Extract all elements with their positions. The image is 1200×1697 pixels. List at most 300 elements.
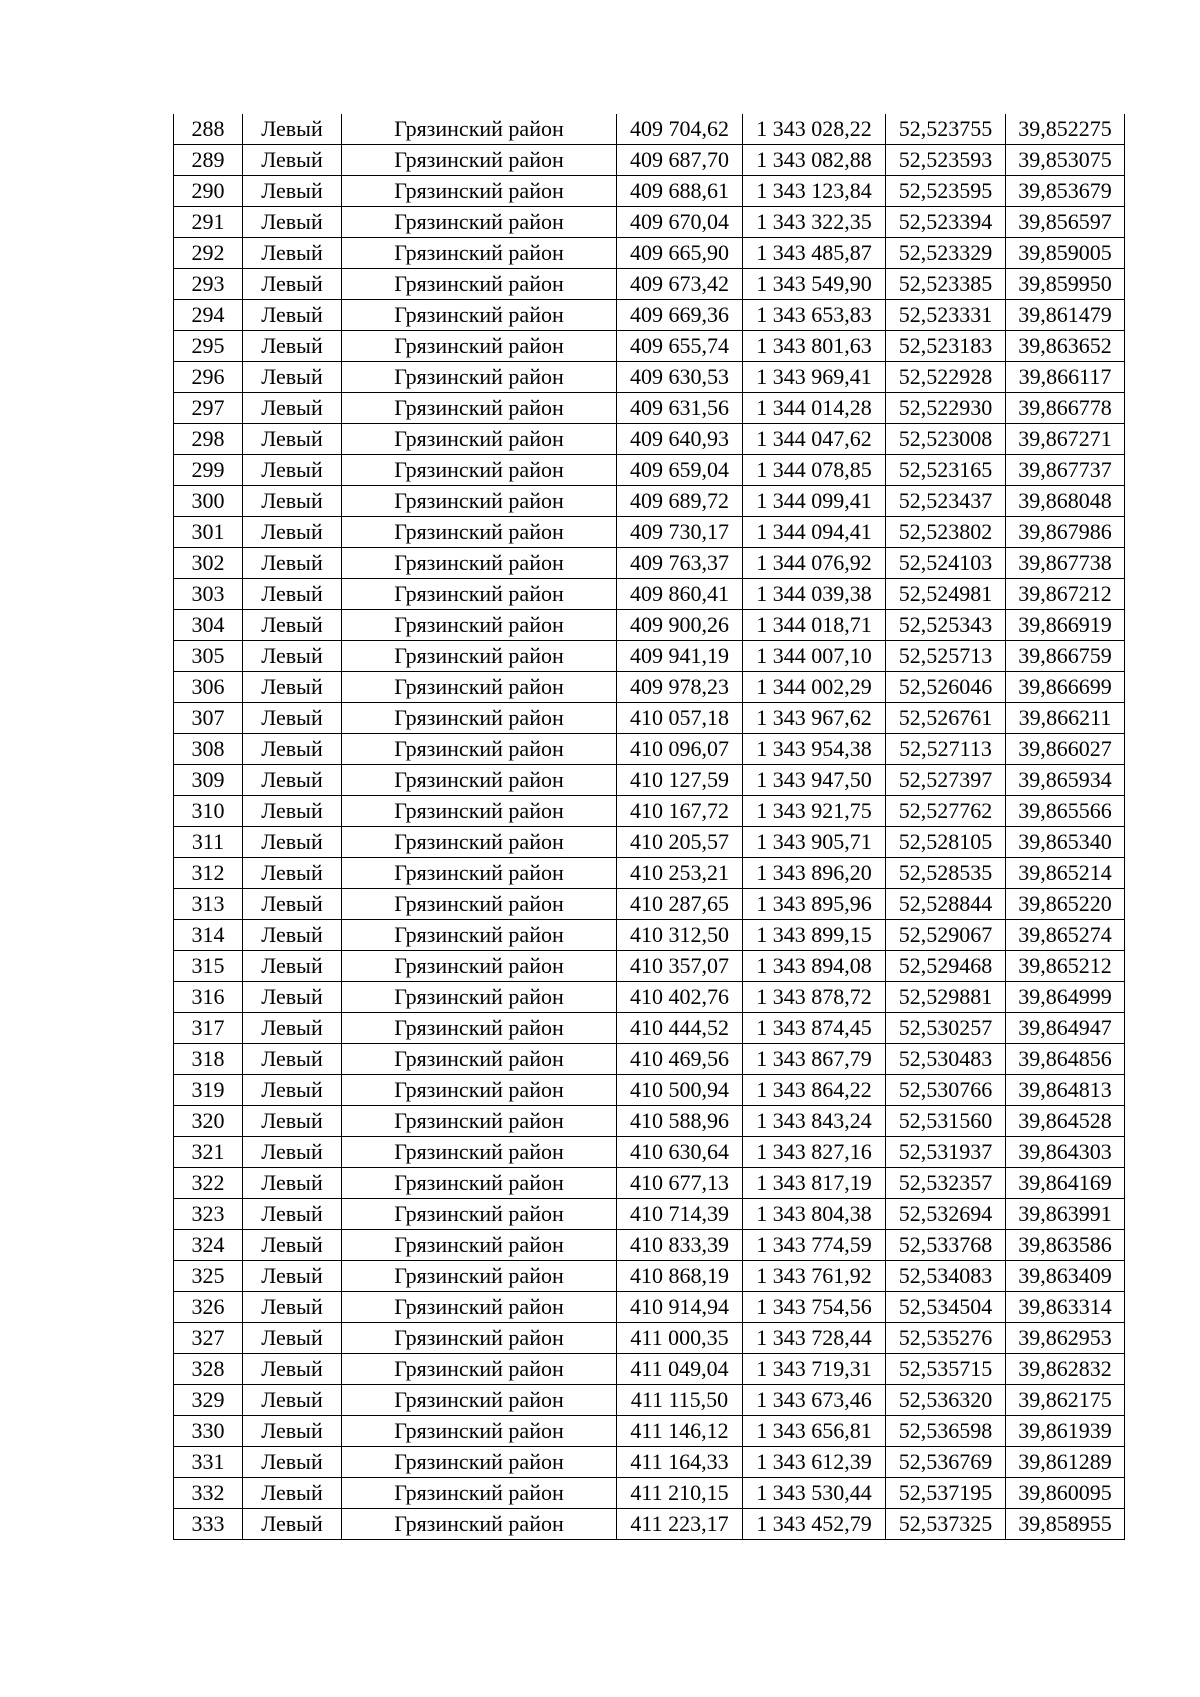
latitude-cell: 52,524981 [886, 579, 1006, 610]
table-row [174, 1447, 1125, 1478]
latitude-cell: 52,522928 [886, 362, 1006, 393]
x-coordinate-cell: 409 941,19 [617, 641, 743, 672]
table-row [174, 269, 1125, 300]
x-coordinate-cell: 409 730,17 [617, 517, 743, 548]
side-cell: Левый [243, 1230, 342, 1261]
y-coordinate-cell: 1 343 754,56 [743, 1292, 886, 1323]
side-cell: Левый [243, 207, 342, 238]
y-coordinate-cell: 1 343 878,72 [743, 982, 886, 1013]
longitude-cell: 39,865220 [1006, 889, 1125, 920]
y-coordinate-cell: 1 343 801,63 [743, 331, 886, 362]
point-number-cell: 323 [174, 1199, 243, 1230]
x-coordinate-cell: 409 659,04 [617, 455, 743, 486]
y-coordinate-cell: 1 343 817,19 [743, 1168, 886, 1199]
latitude-cell: 52,534083 [886, 1261, 1006, 1292]
point-number-cell: 310 [174, 796, 243, 827]
latitude-cell: 52,523329 [886, 238, 1006, 269]
side-cell: Левый [243, 424, 342, 455]
side-cell: Левый [243, 1509, 342, 1540]
point-number-cell: 307 [174, 703, 243, 734]
district-cell: Грязинский район [342, 1509, 617, 1540]
x-coordinate-cell: 410 833,39 [617, 1230, 743, 1261]
y-coordinate-cell: 1 343 947,50 [743, 765, 886, 796]
district-cell: Грязинский район [342, 796, 617, 827]
side-cell: Левый [243, 796, 342, 827]
latitude-cell: 52,523183 [886, 331, 1006, 362]
table-row [174, 796, 1125, 827]
table-row [174, 765, 1125, 796]
point-number-cell: 296 [174, 362, 243, 393]
y-coordinate-cell: 1 343 864,22 [743, 1075, 886, 1106]
longitude-cell: 39,867738 [1006, 548, 1125, 579]
latitude-cell: 52,536320 [886, 1385, 1006, 1416]
y-coordinate-cell: 1 343 804,38 [743, 1199, 886, 1230]
x-coordinate-cell: 411 164,33 [617, 1447, 743, 1478]
latitude-cell: 52,529067 [886, 920, 1006, 951]
district-cell: Грязинский район [342, 1199, 617, 1230]
district-cell: Грязинский район [342, 1478, 617, 1509]
side-cell: Левый [243, 269, 342, 300]
y-coordinate-cell: 1 343 452,79 [743, 1509, 886, 1540]
latitude-cell: 52,524103 [886, 548, 1006, 579]
table-row [174, 145, 1125, 176]
latitude-cell: 52,526761 [886, 703, 1006, 734]
table-row [174, 982, 1125, 1013]
side-cell: Левый [243, 331, 342, 362]
side-cell: Левый [243, 238, 342, 269]
x-coordinate-cell: 410 167,72 [617, 796, 743, 827]
y-coordinate-cell: 1 343 728,44 [743, 1323, 886, 1354]
x-coordinate-cell: 409 900,26 [617, 610, 743, 641]
y-coordinate-cell: 1 343 867,79 [743, 1044, 886, 1075]
side-cell: Левый [243, 765, 342, 796]
x-coordinate-cell: 409 670,04 [617, 207, 743, 238]
table-row [174, 1261, 1125, 1292]
x-coordinate-cell: 409 688,61 [617, 176, 743, 207]
x-coordinate-cell: 410 402,76 [617, 982, 743, 1013]
point-number-cell: 332 [174, 1478, 243, 1509]
point-number-cell: 318 [174, 1044, 243, 1075]
longitude-cell: 39,867212 [1006, 579, 1125, 610]
side-cell: Левый [243, 455, 342, 486]
side-cell: Левый [243, 145, 342, 176]
table-row [174, 424, 1125, 455]
table-row [174, 207, 1125, 238]
point-number-cell: 321 [174, 1137, 243, 1168]
table-row [174, 1416, 1125, 1447]
y-coordinate-cell: 1 344 076,92 [743, 548, 886, 579]
side-cell: Левый [243, 1168, 342, 1199]
x-coordinate-cell: 409 687,70 [617, 145, 743, 176]
district-cell: Грязинский район [342, 1323, 617, 1354]
district-cell: Грязинский район [342, 1354, 617, 1385]
side-cell: Левый [243, 393, 342, 424]
x-coordinate-cell: 410 096,07 [617, 734, 743, 765]
x-coordinate-cell: 411 049,04 [617, 1354, 743, 1385]
y-coordinate-cell: 1 343 322,35 [743, 207, 886, 238]
latitude-cell: 52,530766 [886, 1075, 1006, 1106]
latitude-cell: 52,532694 [886, 1199, 1006, 1230]
district-cell: Грязинский район [342, 641, 617, 672]
latitude-cell: 52,530483 [886, 1044, 1006, 1075]
side-cell: Левый [243, 300, 342, 331]
district-cell: Грязинский район [342, 424, 617, 455]
district-cell: Грязинский район [342, 207, 617, 238]
longitude-cell: 39,864999 [1006, 982, 1125, 1013]
point-number-cell: 315 [174, 951, 243, 982]
latitude-cell: 52,529881 [886, 982, 1006, 1013]
y-coordinate-cell: 1 343 899,15 [743, 920, 886, 951]
x-coordinate-cell: 409 673,42 [617, 269, 743, 300]
y-coordinate-cell: 1 343 656,81 [743, 1416, 886, 1447]
x-coordinate-cell: 409 631,56 [617, 393, 743, 424]
table-row [174, 1385, 1125, 1416]
table-row [174, 114, 1125, 145]
table-row [174, 1509, 1125, 1540]
side-cell: Левый [243, 517, 342, 548]
latitude-cell: 52,537325 [886, 1509, 1006, 1540]
table-row [174, 1168, 1125, 1199]
side-cell: Левый [243, 951, 342, 982]
longitude-cell: 39,859950 [1006, 269, 1125, 300]
longitude-cell: 39,861289 [1006, 1447, 1125, 1478]
latitude-cell: 52,527397 [886, 765, 1006, 796]
point-number-cell: 305 [174, 641, 243, 672]
latitude-cell: 52,526046 [886, 672, 1006, 703]
y-coordinate-cell: 1 343 673,46 [743, 1385, 886, 1416]
y-coordinate-cell: 1 343 827,16 [743, 1137, 886, 1168]
table-row [174, 920, 1125, 951]
side-cell: Левый [243, 1292, 342, 1323]
latitude-cell: 52,522930 [886, 393, 1006, 424]
district-cell: Грязинский район [342, 1416, 617, 1447]
x-coordinate-cell: 409 860,41 [617, 579, 743, 610]
district-cell: Грязинский район [342, 1447, 617, 1478]
point-number-cell: 289 [174, 145, 243, 176]
table-row [174, 579, 1125, 610]
table-row [174, 238, 1125, 269]
point-number-cell: 324 [174, 1230, 243, 1261]
longitude-cell: 39,865340 [1006, 827, 1125, 858]
point-number-cell: 295 [174, 331, 243, 362]
district-cell: Грязинский район [342, 331, 617, 362]
side-cell: Левый [243, 920, 342, 951]
table-row [174, 1013, 1125, 1044]
longitude-cell: 39,865566 [1006, 796, 1125, 827]
x-coordinate-cell: 411 210,15 [617, 1478, 743, 1509]
point-number-cell: 327 [174, 1323, 243, 1354]
latitude-cell: 52,531937 [886, 1137, 1006, 1168]
side-cell: Левый [243, 1323, 342, 1354]
point-number-cell: 311 [174, 827, 243, 858]
district-cell: Грязинский район [342, 1385, 617, 1416]
table-row [174, 362, 1125, 393]
x-coordinate-cell: 410 287,65 [617, 889, 743, 920]
side-cell: Левый [243, 1447, 342, 1478]
side-cell: Левый [243, 548, 342, 579]
district-cell: Грязинский район [342, 951, 617, 982]
side-cell: Левый [243, 889, 342, 920]
side-cell: Левый [243, 703, 342, 734]
point-number-cell: 314 [174, 920, 243, 951]
side-cell: Левый [243, 1106, 342, 1137]
table-row [174, 517, 1125, 548]
district-cell: Грязинский район [342, 1137, 617, 1168]
y-coordinate-cell: 1 343 895,96 [743, 889, 886, 920]
side-cell: Левый [243, 858, 342, 889]
x-coordinate-cell: 409 704,62 [617, 114, 743, 145]
district-cell: Грязинский район [342, 703, 617, 734]
district-cell: Грязинский район [342, 548, 617, 579]
x-coordinate-cell: 410 205,57 [617, 827, 743, 858]
point-number-cell: 306 [174, 672, 243, 703]
longitude-cell: 39,862175 [1006, 1385, 1125, 1416]
y-coordinate-cell: 1 344 099,41 [743, 486, 886, 517]
y-coordinate-cell: 1 343 653,83 [743, 300, 886, 331]
longitude-cell: 39,866117 [1006, 362, 1125, 393]
longitude-cell: 39,861479 [1006, 300, 1125, 331]
x-coordinate-cell: 410 057,18 [617, 703, 743, 734]
district-cell: Грязинский район [342, 517, 617, 548]
district-cell: Грязинский район [342, 393, 617, 424]
longitude-cell: 39,868048 [1006, 486, 1125, 517]
district-cell: Грязинский район [342, 176, 617, 207]
district-cell: Грязинский район [342, 765, 617, 796]
x-coordinate-cell: 409 669,36 [617, 300, 743, 331]
longitude-cell: 39,864303 [1006, 1137, 1125, 1168]
y-coordinate-cell: 1 343 082,88 [743, 145, 886, 176]
y-coordinate-cell: 1 344 047,62 [743, 424, 886, 455]
y-coordinate-cell: 1 343 719,31 [743, 1354, 886, 1385]
point-number-cell: 317 [174, 1013, 243, 1044]
x-coordinate-cell: 409 689,72 [617, 486, 743, 517]
table-row [174, 1230, 1125, 1261]
y-coordinate-cell: 1 343 485,87 [743, 238, 886, 269]
point-number-cell: 293 [174, 269, 243, 300]
latitude-cell: 52,523394 [886, 207, 1006, 238]
latitude-cell: 52,528844 [886, 889, 1006, 920]
longitude-cell: 39,865212 [1006, 951, 1125, 982]
longitude-cell: 39,863991 [1006, 1199, 1125, 1230]
x-coordinate-cell: 409 630,53 [617, 362, 743, 393]
longitude-cell: 39,866778 [1006, 393, 1125, 424]
latitude-cell: 52,523437 [886, 486, 1006, 517]
longitude-cell: 39,853679 [1006, 176, 1125, 207]
table-row [174, 672, 1125, 703]
side-cell: Левый [243, 1044, 342, 1075]
table-row [174, 734, 1125, 765]
district-cell: Грязинский район [342, 269, 617, 300]
longitude-cell: 39,853075 [1006, 145, 1125, 176]
district-cell: Грязинский район [342, 610, 617, 641]
side-cell: Левый [243, 1013, 342, 1044]
y-coordinate-cell: 1 343 549,90 [743, 269, 886, 300]
side-cell: Левый [243, 827, 342, 858]
latitude-cell: 52,532357 [886, 1168, 1006, 1199]
y-coordinate-cell: 1 343 843,24 [743, 1106, 886, 1137]
y-coordinate-cell: 1 343 612,39 [743, 1447, 886, 1478]
point-number-cell: 309 [174, 765, 243, 796]
latitude-cell: 52,523593 [886, 145, 1006, 176]
y-coordinate-cell: 1 343 969,41 [743, 362, 886, 393]
x-coordinate-cell: 411 115,50 [617, 1385, 743, 1416]
point-number-cell: 288 [174, 114, 243, 145]
longitude-cell: 39,864169 [1006, 1168, 1125, 1199]
side-cell: Левый [243, 1354, 342, 1385]
longitude-cell: 39,866919 [1006, 610, 1125, 641]
latitude-cell: 52,523008 [886, 424, 1006, 455]
longitude-cell: 39,866699 [1006, 672, 1125, 703]
side-cell: Левый [243, 486, 342, 517]
side-cell: Левый [243, 1385, 342, 1416]
latitude-cell: 52,534504 [886, 1292, 1006, 1323]
latitude-cell: 52,537195 [886, 1478, 1006, 1509]
latitude-cell: 52,530257 [886, 1013, 1006, 1044]
latitude-cell: 52,536769 [886, 1447, 1006, 1478]
y-coordinate-cell: 1 344 018,71 [743, 610, 886, 641]
side-cell: Левый [243, 176, 342, 207]
x-coordinate-cell: 409 640,93 [617, 424, 743, 455]
point-number-cell: 320 [174, 1106, 243, 1137]
latitude-cell: 52,523595 [886, 176, 1006, 207]
longitude-cell: 39,867986 [1006, 517, 1125, 548]
y-coordinate-cell: 1 343 894,08 [743, 951, 886, 982]
x-coordinate-cell: 410 714,39 [617, 1199, 743, 1230]
x-coordinate-cell: 409 978,23 [617, 672, 743, 703]
district-cell: Грязинский район [342, 1013, 617, 1044]
district-cell: Грязинский район [342, 1075, 617, 1106]
longitude-cell: 39,862953 [1006, 1323, 1125, 1354]
longitude-cell: 39,866027 [1006, 734, 1125, 765]
x-coordinate-cell: 410 914,94 [617, 1292, 743, 1323]
point-number-cell: 308 [174, 734, 243, 765]
table-row [174, 827, 1125, 858]
side-cell: Левый [243, 579, 342, 610]
table-row [174, 703, 1125, 734]
latitude-cell: 52,536598 [886, 1416, 1006, 1447]
side-cell: Левый [243, 362, 342, 393]
latitude-cell: 52,529468 [886, 951, 1006, 982]
x-coordinate-cell: 410 500,94 [617, 1075, 743, 1106]
y-coordinate-cell: 1 344 094,41 [743, 517, 886, 548]
table-row [174, 858, 1125, 889]
table-row [174, 455, 1125, 486]
district-cell: Грязинский район [342, 579, 617, 610]
district-cell: Грязинский район [342, 486, 617, 517]
point-number-cell: 322 [174, 1168, 243, 1199]
table-row [174, 486, 1125, 517]
y-coordinate-cell: 1 343 921,75 [743, 796, 886, 827]
point-number-cell: 301 [174, 517, 243, 548]
district-cell: Грязинский район [342, 455, 617, 486]
district-cell: Грязинский район [342, 362, 617, 393]
y-coordinate-cell: 1 343 874,45 [743, 1013, 886, 1044]
y-coordinate-cell: 1 343 123,84 [743, 176, 886, 207]
district-cell: Грязинский район [342, 1261, 617, 1292]
x-coordinate-cell: 410 868,19 [617, 1261, 743, 1292]
side-cell: Левый [243, 1137, 342, 1168]
x-coordinate-cell: 409 655,74 [617, 331, 743, 362]
y-coordinate-cell: 1 343 530,44 [743, 1478, 886, 1509]
district-cell: Грязинский район [342, 889, 617, 920]
point-number-cell: 294 [174, 300, 243, 331]
x-coordinate-cell: 410 469,56 [617, 1044, 743, 1075]
longitude-cell: 39,865934 [1006, 765, 1125, 796]
latitude-cell: 52,528535 [886, 858, 1006, 889]
longitude-cell: 39,866211 [1006, 703, 1125, 734]
y-coordinate-cell: 1 343 761,92 [743, 1261, 886, 1292]
point-number-cell: 333 [174, 1509, 243, 1540]
x-coordinate-cell: 410 588,96 [617, 1106, 743, 1137]
x-coordinate-cell: 410 677,13 [617, 1168, 743, 1199]
point-number-cell: 319 [174, 1075, 243, 1106]
table-row [174, 1075, 1125, 1106]
table-row [174, 393, 1125, 424]
latitude-cell: 52,528105 [886, 827, 1006, 858]
table-row [174, 1106, 1125, 1137]
district-cell: Грязинский район [342, 858, 617, 889]
point-number-cell: 304 [174, 610, 243, 641]
point-number-cell: 290 [174, 176, 243, 207]
point-number-cell: 298 [174, 424, 243, 455]
side-cell: Левый [243, 1416, 342, 1447]
latitude-cell: 52,523802 [886, 517, 1006, 548]
latitude-cell: 52,533768 [886, 1230, 1006, 1261]
table-row [174, 1323, 1125, 1354]
latitude-cell: 52,527113 [886, 734, 1006, 765]
district-cell: Грязинский район [342, 1292, 617, 1323]
point-number-cell: 303 [174, 579, 243, 610]
point-number-cell: 330 [174, 1416, 243, 1447]
district-cell: Грязинский район [342, 1168, 617, 1199]
latitude-cell: 52,535715 [886, 1354, 1006, 1385]
district-cell: Грязинский район [342, 982, 617, 1013]
point-number-cell: 326 [174, 1292, 243, 1323]
longitude-cell: 39,865214 [1006, 858, 1125, 889]
district-cell: Грязинский район [342, 827, 617, 858]
x-coordinate-cell: 409 665,90 [617, 238, 743, 269]
longitude-cell: 39,863586 [1006, 1230, 1125, 1261]
table-row [174, 1292, 1125, 1323]
longitude-cell: 39,864813 [1006, 1075, 1125, 1106]
table-row [174, 951, 1125, 982]
side-cell: Левый [243, 734, 342, 765]
y-coordinate-cell: 1 343 967,62 [743, 703, 886, 734]
table-row [174, 1044, 1125, 1075]
y-coordinate-cell: 1 344 007,10 [743, 641, 886, 672]
table-row [174, 176, 1125, 207]
point-number-cell: 302 [174, 548, 243, 579]
point-number-cell: 316 [174, 982, 243, 1013]
x-coordinate-cell: 410 127,59 [617, 765, 743, 796]
y-coordinate-cell: 1 344 014,28 [743, 393, 886, 424]
latitude-cell: 52,525343 [886, 610, 1006, 641]
y-coordinate-cell: 1 343 905,71 [743, 827, 886, 858]
side-cell: Левый [243, 672, 342, 703]
latitude-cell: 52,523755 [886, 114, 1006, 145]
y-coordinate-cell: 1 343 028,22 [743, 114, 886, 145]
table-row [174, 1354, 1125, 1385]
district-cell: Грязинский район [342, 114, 617, 145]
table-row [174, 548, 1125, 579]
district-cell: Грязинский район [342, 920, 617, 951]
longitude-cell: 39,856597 [1006, 207, 1125, 238]
x-coordinate-cell: 410 444,52 [617, 1013, 743, 1044]
district-cell: Грязинский район [342, 238, 617, 269]
longitude-cell: 39,864856 [1006, 1044, 1125, 1075]
side-cell: Левый [243, 114, 342, 145]
x-coordinate-cell: 411 223,17 [617, 1509, 743, 1540]
